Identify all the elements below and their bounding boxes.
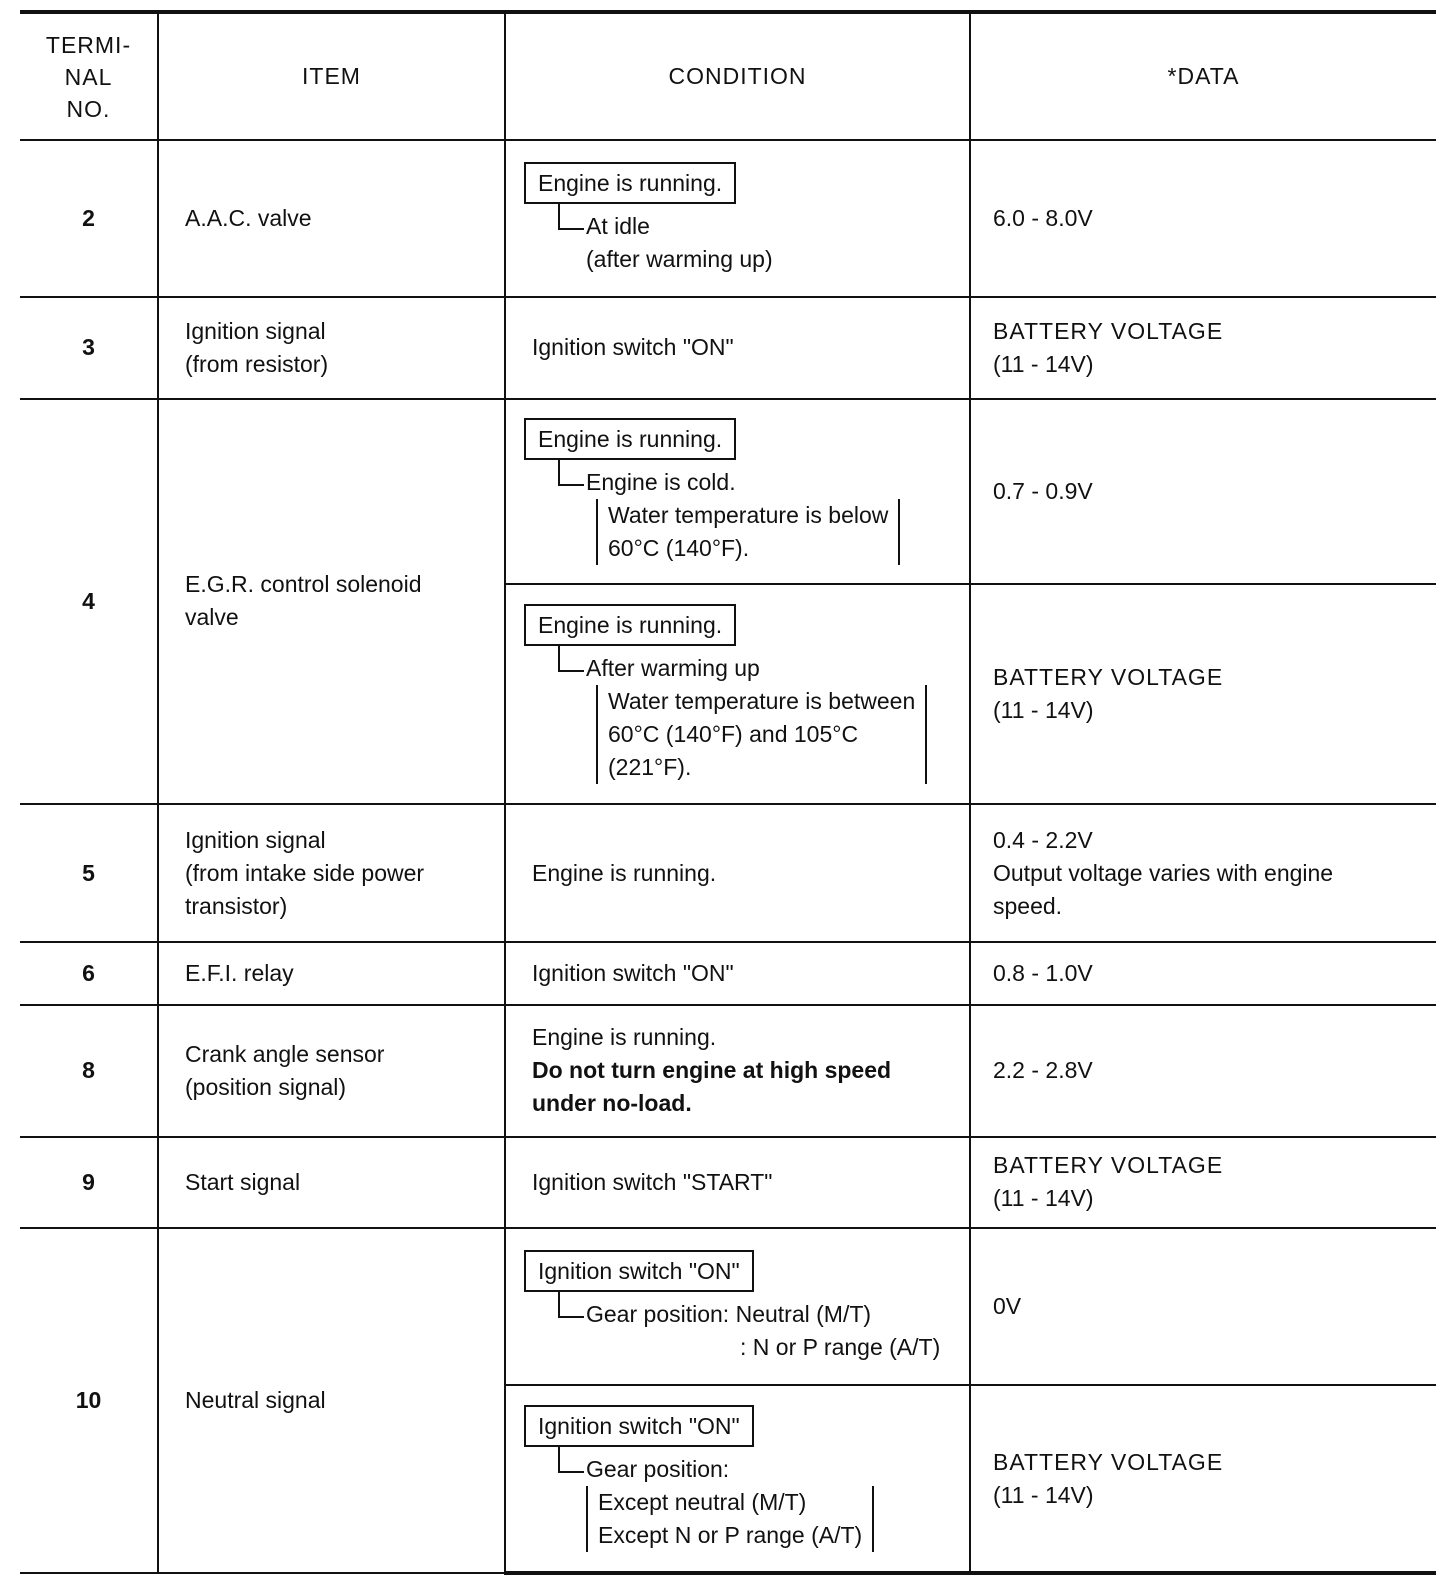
data-value: BATTERY VOLTAGE <box>993 317 1224 344</box>
table-row <box>20 1137 1436 1228</box>
table-row <box>20 297 1436 398</box>
condition-cell <box>505 584 970 804</box>
data-cell <box>970 1137 1436 1228</box>
condition-cell <box>505 1228 970 1385</box>
data-value: BATTERY VOLTAGE <box>993 1152 1224 1179</box>
condition-sub <box>558 1298 943 1331</box>
terminal-number: 3 <box>20 297 158 398</box>
condition-warning: Do not turn engine at high speed under no-load. <box>532 1057 892 1117</box>
item-cell: Neutral signal <box>158 1228 505 1573</box>
condition-cell <box>505 399 970 585</box>
item-cell: A.A.C. valve <box>158 140 505 297</box>
terminal-data-table <box>20 10 1436 1575</box>
condition-bracket: Except neutral (M/T) Except N or P range (A/T) <box>586 1486 874 1552</box>
item-cell: Crank angle sensor (position signal) <box>158 1005 505 1137</box>
item-cell: Start signal <box>158 1137 505 1228</box>
condition-box: Engine is running. <box>524 418 736 460</box>
data-cell: 0V <box>970 1228 1436 1385</box>
item-cell: Ignition signal (from intake side power transistor) <box>158 804 505 942</box>
table-row <box>20 942 1436 1005</box>
condition-box: Ignition switch "ON" <box>524 1250 754 1292</box>
table-row <box>20 804 1436 942</box>
item-cell: Ignition signal (from resistor) <box>158 297 505 398</box>
data-cell <box>970 804 1436 942</box>
condition-cell: Ignition switch "ON" <box>505 942 970 1005</box>
table-row <box>20 140 1436 297</box>
terminal-number: 10 <box>20 1228 158 1573</box>
gear-mt: Neutral (M/T) <box>735 1300 872 1327</box>
data-cell <box>970 1385 1436 1573</box>
condition-text: Engine is running. <box>532 1024 717 1051</box>
terminal-number: 4 <box>20 399 158 805</box>
condition-box: Ignition switch "ON" <box>524 1405 754 1447</box>
condition-cell <box>505 1005 970 1137</box>
data-cell <box>970 584 1436 804</box>
condition-sub: Engine is cold. <box>558 466 943 499</box>
terminal-number: 2 <box>20 140 158 297</box>
data-range: (11 - 14V) <box>993 1481 1094 1508</box>
terminal-number: 8 <box>20 1005 158 1137</box>
condition-bracket: Water temperature is between 60°C (140°F) and 105°C (221°F). <box>596 685 927 784</box>
condition-cell: Ignition switch "ON" <box>505 297 970 398</box>
data-value: BATTERY VOLTAGE <box>993 664 1224 691</box>
item-cell: E.F.I. relay <box>158 942 505 1005</box>
condition-cell <box>505 140 970 297</box>
table-row <box>20 1228 1436 1385</box>
data-cell <box>970 297 1436 398</box>
terminal-number: 5 <box>20 804 158 942</box>
gear-label: Gear position: <box>586 1300 730 1327</box>
header-item: ITEM <box>158 12 505 140</box>
condition-note: (after warming up) <box>586 245 773 272</box>
data-range: (11 - 14V) <box>993 697 1094 724</box>
condition-sub: After warming up <box>558 652 943 685</box>
condition-sub: Gear position: <box>558 1453 943 1486</box>
data-cell: 6.0 - 8.0V <box>970 140 1436 297</box>
data-note: Output voltage varies with engine speed. <box>993 859 1334 919</box>
gear-at: : N or P range (A/T) <box>740 1333 941 1360</box>
condition-bracket: Water temperature is below 60°C (140°F). <box>596 499 900 565</box>
condition-cell: Ignition switch "START" <box>505 1137 970 1228</box>
terminal-number: 9 <box>20 1137 158 1228</box>
data-cell: 2.2 - 2.8V <box>970 1005 1436 1137</box>
table-row <box>20 1005 1436 1137</box>
condition-sub: At idle <box>558 210 943 243</box>
header-terminal-no: TERMI- NAL NO. <box>20 12 158 140</box>
terminal-number: 6 <box>20 942 158 1005</box>
header-data: *DATA <box>970 12 1436 140</box>
data-range: (11 - 14V) <box>993 350 1094 377</box>
condition-box: Engine is running. <box>524 604 736 646</box>
header-row <box>20 12 1436 140</box>
table-row <box>20 399 1436 585</box>
data-cell: 0.8 - 1.0V <box>970 942 1436 1005</box>
data-value: BATTERY VOLTAGE <box>993 1448 1224 1475</box>
header-condition: CONDITION <box>505 12 970 140</box>
data-range: (11 - 14V) <box>993 1185 1094 1212</box>
data-cell: 0.7 - 0.9V <box>970 399 1436 585</box>
item-cell: E.G.R. control solenoid valve <box>158 399 505 805</box>
condition-cell: Engine is running. <box>505 804 970 942</box>
condition-cell <box>505 1385 970 1573</box>
condition-box: Engine is running. <box>524 162 736 204</box>
data-value: 0.4 - 2.2V <box>993 826 1093 853</box>
